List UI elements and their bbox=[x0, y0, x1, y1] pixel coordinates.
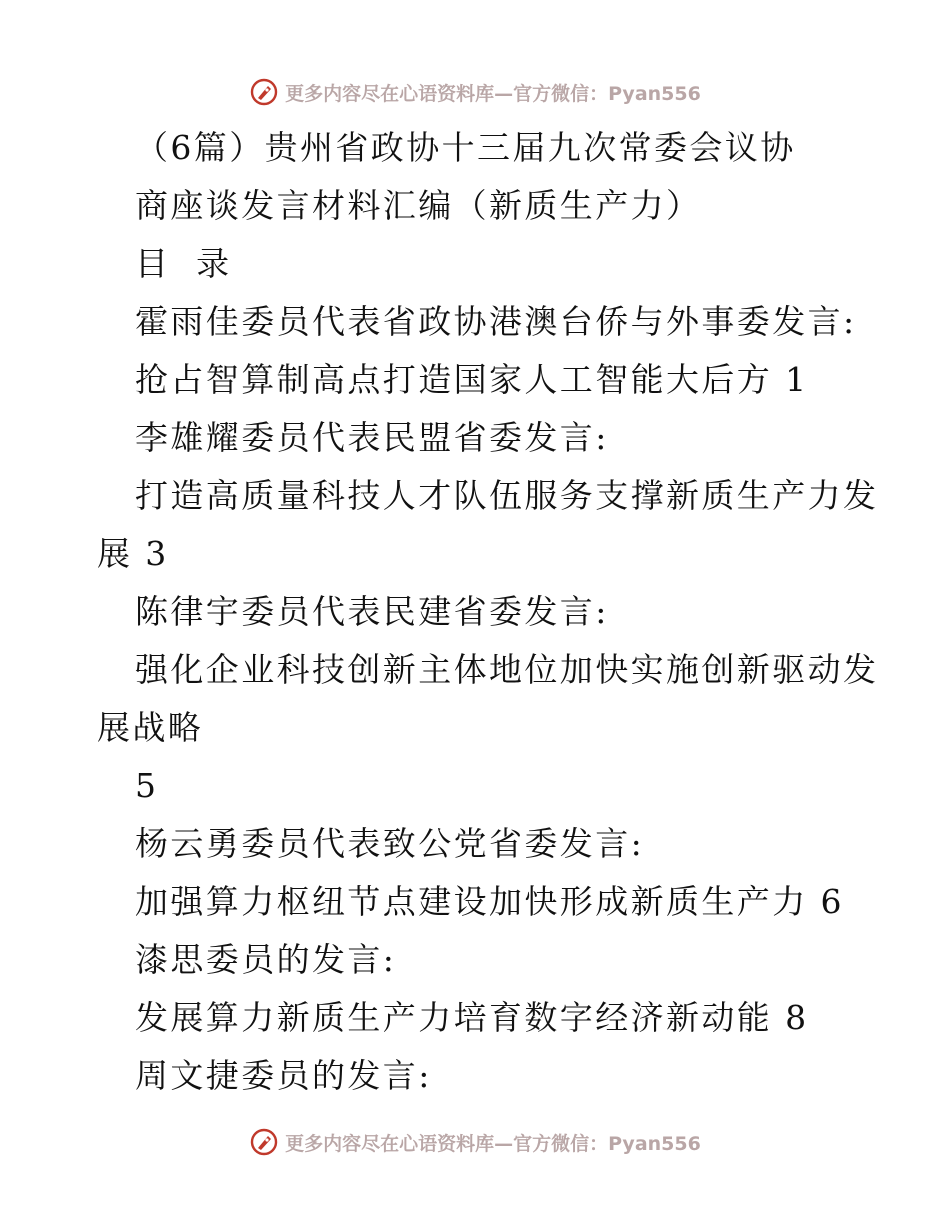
toc-entry-speaker: 霍雨佳委员代表省政协港澳台侨与外事委发言: bbox=[135, 302, 857, 341]
toc-entry-title: 抢占智算制高点打造国家人工智能大后方 1 bbox=[135, 360, 809, 399]
toc-entry-title-continued: 展战略 bbox=[97, 708, 204, 747]
toc-entry-speaker: 陈律宇委员代表民建省委发言: bbox=[135, 592, 609, 631]
toc-entry-title-continued: 展 3 bbox=[97, 534, 169, 573]
pen-nib-logo-icon bbox=[249, 1127, 279, 1157]
toc-entry-speaker: 漆思委员的发言: bbox=[135, 940, 397, 979]
watermark-header bbox=[0, 72, 950, 112]
toc-entry-title: 强化企业科技创新主体地位加快实施创新驱动发 bbox=[135, 650, 879, 689]
toc-entry-title: 加强算力枢纽节点建设加快形成新质生产力 6 bbox=[135, 882, 844, 921]
toc-entry-speaker: 李雄耀委员代表民盟省委发言: bbox=[135, 418, 609, 457]
toc-entry-page-number: 5 bbox=[135, 766, 159, 805]
toc-heading: 目 录 bbox=[135, 244, 232, 283]
watermark-text: 更多内容尽在心语资料库—官方微信：Pyan556 bbox=[285, 82, 701, 105]
document-title-line-2: 商座谈发言材料汇编（新质生产力） bbox=[135, 186, 702, 225]
watermark-footer bbox=[0, 1122, 950, 1162]
toc-entry-speaker: 杨云勇委员代表致公党省委发言: bbox=[135, 824, 645, 863]
pen-nib-logo-icon bbox=[249, 77, 279, 107]
toc-entry-title: 打造高质量科技人才队伍服务支撑新质生产力发 bbox=[135, 476, 879, 515]
toc-entry-title: 发展算力新质生产力培育数字经济新动能 8 bbox=[135, 998, 809, 1037]
toc-entry-speaker: 周文捷委员的发言: bbox=[135, 1056, 432, 1095]
document-title-line-1: （6篇）贵州省政协十三届九次常委会议协 bbox=[135, 128, 796, 167]
watermark-text: 更多内容尽在心语资料库—官方微信：Pyan556 bbox=[285, 1132, 701, 1155]
